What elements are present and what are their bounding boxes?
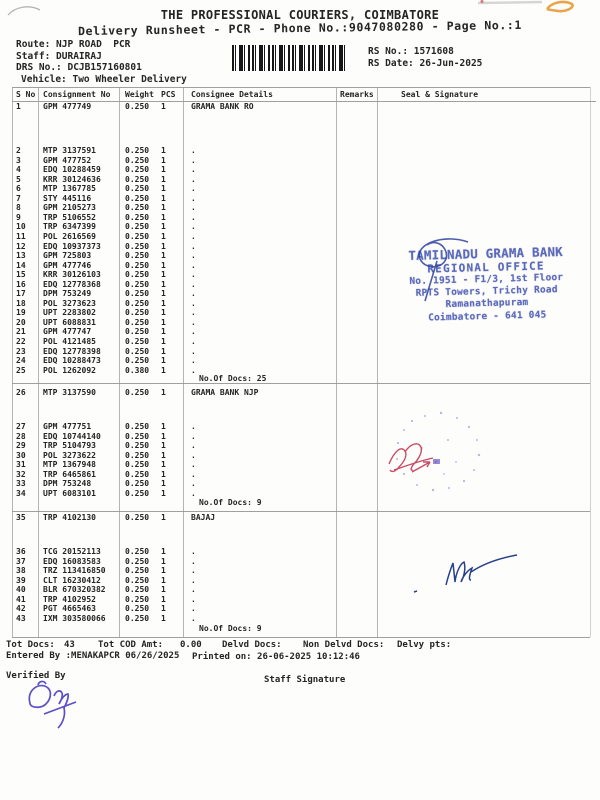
consignment-no-cell: TCG 20152113 (43, 547, 101, 556)
consignee-cell: . (191, 231, 196, 241)
sno-cell: 41 (16, 594, 26, 604)
col-header-pcs: PCS (161, 89, 176, 99)
weight-cell: 0.250 (125, 260, 150, 270)
table-row (12, 470, 590, 480)
consignee-cell: . (191, 317, 196, 327)
table-row (12, 557, 590, 567)
consignment-no-cell: UPT 6088831 (43, 317, 96, 327)
weight-cell: 0.380 (125, 365, 150, 375)
consignee-cell: . (191, 566, 196, 575)
table-header-row (12, 90, 590, 100)
pcs-cell: 1 (161, 337, 166, 346)
weight-cell: 0.250 (125, 102, 150, 111)
sno-cell: 4 (16, 165, 21, 175)
pcs-cell: 1 (161, 604, 166, 613)
consignee-cell: . (191, 585, 196, 594)
consignment-no-cell: EDQ 10288459 (43, 165, 101, 175)
table-row (12, 203, 590, 213)
weight-cell: 0.250 (125, 604, 150, 613)
consignee-cell: . (191, 460, 196, 469)
table-row (12, 356, 590, 366)
pcs-cell: 1 (161, 327, 166, 337)
consignment-no-cell: EDQ 12778398 (43, 346, 101, 356)
stamp-line: TAMILNADU GRAMA BANK (408, 243, 564, 264)
pcs-cell: 1 (161, 102, 166, 111)
stamp-line: RPTS Towers, Trichy Road (415, 284, 558, 300)
consignment-no-cell: GPM 477747 (43, 327, 92, 337)
weight-cell: 0.250 (125, 241, 150, 251)
consignee-cell: . (191, 422, 196, 431)
sno-cell: 24 (16, 356, 26, 366)
pcs-cell: 1 (161, 279, 166, 289)
weight-cell: 0.250 (125, 203, 150, 213)
consignee-cell: GRAMA BANK RO (191, 102, 254, 111)
staff-signature-label: Staff Signature (264, 675, 346, 685)
consignee-cell: . (191, 365, 196, 375)
verified-by-label: Verified By (6, 671, 66, 681)
table-row (12, 327, 590, 337)
pcs-cell: 1 (161, 547, 166, 556)
table-row (12, 547, 590, 557)
sno-cell: 26 (16, 387, 26, 397)
stamp-line: Ramanathapuram (445, 297, 529, 311)
weight-cell: 0.250 (125, 317, 150, 327)
weight-cell: 0.250 (125, 356, 150, 366)
group-divider-line (12, 383, 590, 384)
consignment-no-cell: MTP 1367785 (43, 184, 96, 194)
staff-field: Staff: DURAIRAJ (16, 50, 102, 62)
sno-cell: 2 (16, 146, 21, 155)
weight-cell: 0.250 (125, 165, 150, 175)
consignee-cell: . (191, 165, 196, 175)
consignee-cell: . (191, 212, 196, 222)
consignment-no-cell: MTP 3137591 (43, 146, 96, 155)
consignee-cell: . (191, 241, 196, 251)
pcs-cell: 1 (161, 556, 166, 566)
table-row (12, 489, 590, 499)
consignment-no-cell: TRP 4102130 (43, 512, 96, 522)
sno-cell: 35 (16, 512, 26, 522)
weight-cell: 0.250 (125, 613, 150, 623)
consignment-no-cell: KRR 30124636 (43, 174, 101, 184)
pcs-cell: 1 (161, 184, 166, 194)
table-border-line (12, 637, 590, 638)
stamp-line: Coimbatore - 641 045 (427, 309, 547, 324)
runsheet-table (12, 87, 590, 637)
consignment-no-cell: GPM 477751 (43, 422, 92, 431)
weight-cell: 0.250 (125, 488, 150, 498)
sno-cell: 6 (16, 184, 21, 194)
pcs-cell: 1 (161, 460, 166, 469)
consignment-no-cell: EDQ 16083583 (43, 556, 101, 566)
weight-cell: 0.250 (125, 575, 150, 585)
table-row (12, 432, 590, 442)
table-row (12, 156, 590, 166)
no-of-docs-label: No.Of Docs: 9 (199, 624, 262, 633)
weight-cell: 0.250 (125, 212, 150, 222)
consignee-cell: . (191, 441, 196, 450)
consignee-cell: . (191, 251, 196, 261)
consignee-cell: . (191, 469, 196, 479)
weight-cell: 0.250 (125, 460, 150, 469)
pcs-cell: 1 (161, 212, 166, 222)
weight-cell: 0.250 (125, 441, 150, 450)
sno-cell: 32 (16, 469, 26, 479)
consignee-cell: BAJAJ (191, 512, 216, 522)
pcs-cell: 1 (161, 203, 166, 213)
pcs-cell: 1 (161, 165, 166, 175)
consignment-no-cell: KRR 30126103 (43, 270, 101, 280)
sno-cell: 39 (16, 575, 26, 585)
pcs-cell: 1 (161, 441, 166, 450)
table-row (12, 232, 590, 242)
sno-cell: 15 (16, 270, 26, 280)
consignment-no-cell: TRP 5104793 (43, 441, 96, 450)
verified-by-signature (29, 681, 76, 728)
pcs-cell: 1 (161, 346, 166, 356)
consignee-cell: GRAMA BANK NJP (191, 387, 259, 397)
stamp-line: No. 1951 - F1/3, 1st Floor (409, 271, 564, 288)
consignment-no-cell: DPM 753249 (43, 289, 92, 299)
tot-cod-value: 0.00 (180, 640, 202, 650)
consignment-no-cell: POL 1262092 (43, 365, 96, 375)
pcs-cell: 1 (161, 575, 166, 585)
table-border-line (590, 87, 591, 637)
sno-cell: 31 (16, 460, 26, 469)
sno-cell: 42 (16, 604, 26, 613)
pcs-cell: 1 (161, 365, 166, 375)
weight-cell: 0.250 (125, 174, 150, 184)
sno-cell: 10 (16, 222, 26, 232)
weight-cell: 0.250 (125, 222, 150, 232)
sno-cell: 29 (16, 441, 26, 450)
sno-cell: 28 (16, 431, 26, 441)
sno-cell: 38 (16, 566, 26, 575)
weight-cell: 0.250 (125, 337, 150, 346)
weight-cell: 0.250 (125, 431, 150, 441)
consignment-no-cell: EDQ 12778368 (43, 279, 101, 289)
grama-bank-rubber-stamp (382, 244, 591, 325)
weight-cell: 0.250 (125, 422, 150, 431)
delvy-pts-label: Delvy pts: (397, 640, 452, 650)
pcs-cell: 1 (161, 422, 166, 431)
consignee-cell: . (191, 174, 196, 184)
consignment-no-cell: PGT 4665463 (43, 604, 96, 613)
weight-cell: 0.250 (125, 566, 150, 575)
weight-cell: 0.250 (125, 585, 150, 594)
table-row (12, 102, 590, 112)
weight-cell: 0.250 (125, 556, 150, 566)
no-of-docs-label: No.Of Docs: 25 (199, 374, 267, 383)
sno-cell: 23 (16, 346, 26, 356)
weight-cell: 0.250 (125, 279, 150, 289)
table-row (12, 347, 590, 357)
pcs-cell: 1 (161, 251, 166, 261)
weight-cell: 0.250 (125, 231, 150, 241)
weight-cell: 0.250 (125, 450, 150, 460)
pcs-cell: 1 (161, 231, 166, 241)
pcs-cell: 1 (161, 431, 166, 441)
consignment-no-cell: GPM 477749 (43, 102, 92, 111)
document-subtitle: Delivery Runsheet - PCR - Phone No.:9047080280 - Page No.:1 (77, 17, 523, 39)
consignment-no-cell: TRP 6347399 (43, 222, 96, 232)
sno-cell: 21 (16, 327, 26, 337)
weight-cell: 0.250 (125, 155, 150, 165)
no-of-docs-label: No.Of Docs: 9 (199, 498, 262, 507)
table-row (12, 422, 590, 432)
weight-cell: 0.250 (125, 184, 150, 194)
weight-cell: 0.250 (125, 469, 150, 479)
table-row (12, 604, 590, 614)
table-row (12, 165, 590, 175)
table-row (12, 451, 590, 461)
non-delvd-docs-label: Non Delvd Docs: (303, 640, 385, 650)
weight-cell: 0.250 (125, 270, 150, 280)
sno-cell: 40 (16, 585, 26, 594)
pcs-cell: 1 (161, 193, 166, 203)
pcs-cell: 1 (161, 155, 166, 165)
consignee-cell: . (191, 146, 196, 155)
pcs-cell: 1 (161, 222, 166, 232)
consignment-no-cell: TRZ 113416850 (43, 566, 106, 575)
weight-cell: 0.250 (125, 193, 150, 203)
table-row (12, 595, 590, 605)
consignment-no-cell: STY 445116 (43, 193, 92, 203)
weight-cell: 0.250 (125, 387, 150, 397)
sno-cell: 9 (16, 212, 21, 222)
pcs-cell: 1 (161, 594, 166, 604)
consignment-no-cell: GPM 477746 (43, 260, 92, 270)
sno-cell: 19 (16, 308, 26, 318)
sno-cell: 36 (16, 547, 26, 556)
consignment-no-cell: UPT 2283802 (43, 308, 96, 318)
sno-cell: 8 (16, 203, 21, 213)
vehicle-field: Vehicle: Two Wheeler Delivery (21, 73, 187, 85)
weight-cell: 0.250 (125, 479, 150, 488)
consignment-no-cell: IXM 303580066 (43, 613, 106, 623)
consignment-no-cell: TRP 4102952 (43, 594, 96, 604)
sno-cell: 34 (16, 488, 26, 498)
sno-cell: 12 (16, 241, 26, 251)
weight-cell: 0.250 (125, 308, 150, 318)
col-header-sno: S No (16, 89, 36, 99)
consignee-cell: . (191, 547, 196, 556)
table-row (12, 175, 590, 185)
col-header-seal: Seal & Signature (401, 89, 479, 99)
weight-cell: 0.250 (125, 251, 150, 261)
consignment-no-cell: CLT 16230412 (43, 575, 101, 585)
col-header-consignment: Consignment No (43, 89, 111, 99)
sno-cell: 33 (16, 479, 26, 488)
sno-cell: 43 (16, 613, 26, 623)
consignee-cell: . (191, 431, 196, 441)
entered-by-field: Entered By :MENAKAPCR 06/26/2025 (6, 650, 180, 661)
sno-cell: 27 (16, 422, 26, 431)
table-row (12, 194, 590, 204)
weight-cell: 0.250 (125, 289, 150, 299)
tot-docs-label: Tot Docs: (6, 640, 55, 650)
consignment-no-cell: DPM 753248 (43, 479, 92, 488)
consignee-cell: . (191, 337, 196, 346)
consignee-cell: . (191, 604, 196, 613)
consignment-no-cell: TRP 5106552 (43, 212, 96, 222)
table-row (12, 513, 590, 523)
sno-cell: 11 (16, 231, 26, 241)
pcs-cell: 1 (161, 260, 166, 270)
consignment-no-cell: GPM 2105273 (43, 203, 96, 213)
consignment-no-cell: MTP 1367948 (43, 460, 96, 469)
pcs-cell: 1 (161, 298, 166, 308)
consignment-no-cell: EDQ 10744140 (43, 431, 101, 441)
weight-cell: 0.250 (125, 346, 150, 356)
pcs-cell: 1 (161, 270, 166, 280)
sno-cell: 16 (16, 279, 26, 289)
consignee-cell: . (191, 298, 196, 308)
sno-cell: 17 (16, 289, 26, 299)
sno-cell: 5 (16, 174, 21, 184)
barcode (232, 45, 348, 71)
sno-cell: 30 (16, 450, 26, 460)
consignee-cell: . (191, 488, 196, 498)
consignment-no-cell: GPM 725803 (43, 251, 92, 261)
delvd-docs-label: Delvd Docs: (222, 640, 282, 650)
table-row (12, 479, 590, 489)
table-row (12, 566, 590, 576)
table-row (12, 585, 590, 595)
pcs-cell: 1 (161, 356, 166, 366)
pcs-cell: 1 (161, 308, 166, 318)
table-row (12, 388, 590, 398)
sno-cell: 3 (16, 155, 21, 165)
pcs-cell: 1 (161, 387, 166, 397)
pcs-cell: 1 (161, 613, 166, 623)
consignee-cell: . (191, 308, 196, 318)
consignee-cell: . (191, 279, 196, 289)
weight-cell: 0.250 (125, 146, 150, 155)
consignee-cell: . (191, 155, 196, 165)
table-row (12, 441, 590, 451)
consignee-cell: . (191, 479, 196, 488)
table-row (12, 366, 590, 376)
document-title: THE PROFESSIONAL COURIERS, COIMBATORE (160, 8, 440, 22)
col-header-weight: Weight (125, 89, 154, 99)
consignee-cell: . (191, 450, 196, 460)
pcs-cell: 1 (161, 488, 166, 498)
route-field: Route: NJP ROAD PCR (16, 39, 131, 50)
sno-cell: 7 (16, 193, 21, 203)
weight-cell: 0.250 (125, 547, 150, 556)
table-border-line (12, 87, 590, 88)
consignment-no-cell: POL 3273622 (43, 450, 96, 460)
col-header-consignee: Consignee Details (191, 89, 273, 99)
sno-cell: 37 (16, 556, 26, 566)
consignment-no-cell: UPT 6083101 (43, 488, 96, 498)
consignee-cell: . (191, 356, 196, 366)
gray-smudge-mark (478, 2, 542, 3)
pcs-cell: 1 (161, 174, 166, 184)
pcs-cell: 1 (161, 289, 166, 299)
consignee-cell: . (191, 260, 196, 270)
pcs-cell: 1 (161, 317, 166, 327)
pcs-cell: 1 (161, 146, 166, 155)
consignee-cell: . (191, 346, 196, 356)
pcs-cell: 1 (161, 479, 166, 488)
consignee-cell: . (191, 575, 196, 585)
drs-no-field: DRS No.: DCJB157160801 (16, 62, 142, 73)
consignment-no-cell: TRP 6465861 (43, 469, 96, 479)
weight-cell: 0.250 (125, 327, 150, 337)
table-row (12, 614, 590, 624)
consignment-no-cell: POL 3273623 (43, 298, 96, 308)
consignee-cell: . (191, 556, 196, 566)
table-row (12, 213, 590, 223)
consignee-cell: . (191, 222, 196, 232)
sno-cell: 1 (16, 102, 21, 111)
consignee-cell: . (191, 203, 196, 213)
col-header-remarks: Remarks (340, 89, 374, 99)
weight-cell: 0.250 (125, 594, 150, 604)
rs-no-field: RS No.: 1571608 (368, 46, 454, 57)
table-row (12, 576, 590, 586)
sno-cell: 13 (16, 251, 26, 261)
table-row (12, 146, 590, 156)
sno-cell: 25 (16, 365, 26, 375)
consignment-no-cell: MTP 3137590 (43, 387, 96, 397)
consignee-cell: . (191, 327, 196, 337)
consignee-cell: . (191, 613, 196, 623)
printed-on-field: Printed on: 26-06-2025 10:12:46 (192, 651, 360, 662)
sno-cell: 14 (16, 260, 26, 270)
tot-docs-value: 43 (64, 640, 75, 650)
consignee-cell: . (191, 594, 196, 604)
consignment-no-cell: GPM 477752 (43, 155, 92, 165)
consignment-no-cell: EDQ 10937373 (43, 241, 101, 251)
pcs-cell: 1 (161, 512, 166, 522)
consignee-cell: . (191, 184, 196, 194)
pcs-cell: 1 (161, 241, 166, 251)
consignment-no-cell: EDQ 10288473 (43, 356, 101, 366)
table-row (12, 460, 590, 470)
stamp-line: REGIONAL OFFICE (427, 259, 545, 276)
weight-cell: 0.250 (125, 512, 150, 522)
table-row (12, 222, 590, 232)
weight-cell: 0.250 (125, 298, 150, 308)
consignee-cell: . (191, 193, 196, 203)
tot-cod-label: Tot COD Amt: (98, 640, 164, 650)
table-row (12, 337, 590, 347)
pcs-cell: 1 (161, 469, 166, 479)
consignee-cell: . (191, 289, 196, 299)
sno-cell: 22 (16, 337, 26, 346)
pcs-cell: 1 (161, 566, 166, 575)
consignee-cell: . (191, 270, 196, 280)
pink-dot-mark (480, 0, 483, 3)
sno-cell: 18 (16, 298, 26, 308)
table-row (12, 184, 590, 194)
consignment-no-cell: POL 4121485 (43, 337, 96, 346)
rs-date-field: RS Date: 26-Jun-2025 (368, 58, 483, 69)
consignment-no-cell: POL 2616569 (43, 231, 96, 241)
sno-cell: 20 (16, 317, 26, 327)
pcs-cell: 1 (161, 450, 166, 460)
pcs-cell: 1 (161, 585, 166, 594)
consignment-no-cell: BLR 670320382 (43, 585, 106, 594)
